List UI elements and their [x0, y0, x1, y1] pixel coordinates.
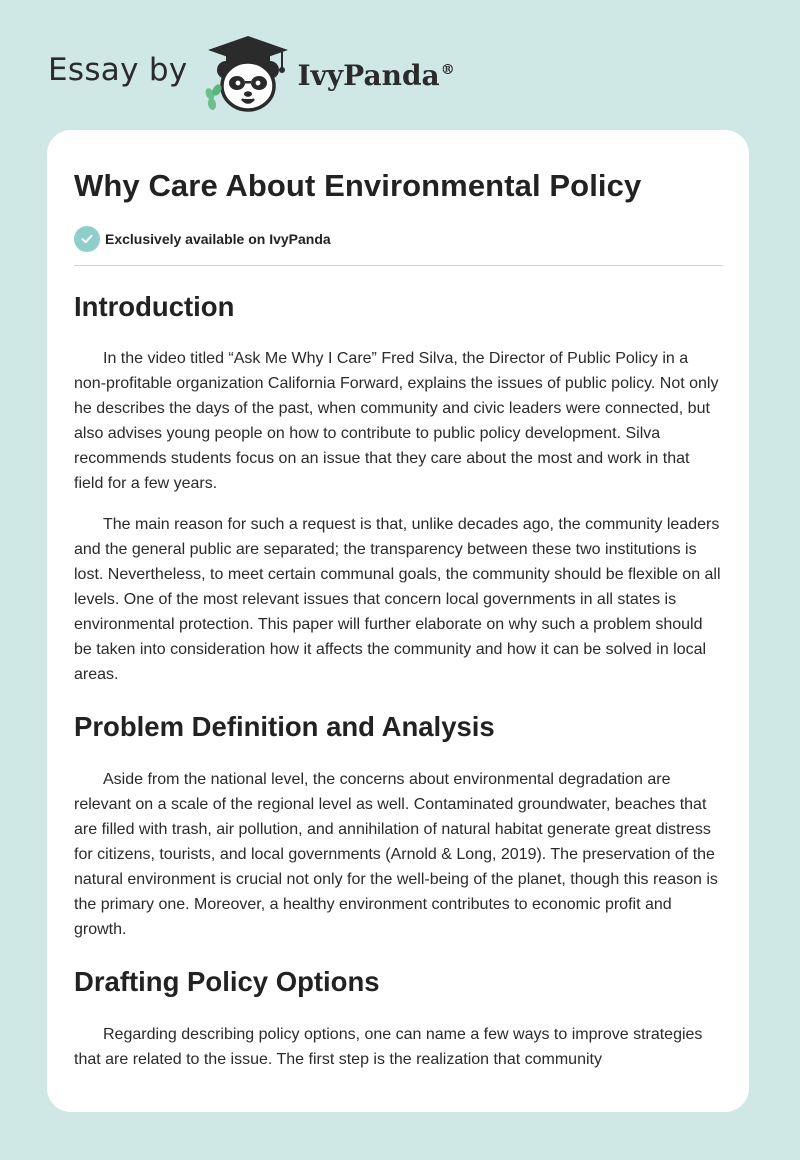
brand-name: IvyPanda® [297, 58, 455, 92]
brand-header[interactable] [48, 34, 455, 114]
exclusive-badge-text: Exclusively available on IvyPanda [105, 230, 331, 247]
panda-logo-icon [202, 34, 294, 114]
paragraph: Regarding describing policy options, one can name a few ways to improve strategies that are related to the issue. The first step is the realization that community [74, 1025, 703, 1068]
paragraph: The main reason for such a request is that, unlike decades ago, the community leaders and the general public are separated; the transparency between these two institutions is lost. Nevertheless, to meet certain communal goals, the community should be flexible on all levels. One of the most relevant issues that concern local governments in all states is environmental protection. This paper will further elaborate on why such a problem should be taken into consideration how it affects the community and how it can be solved in local areas. [74, 516, 721, 684]
section-heading-introduction: Introduction [74, 290, 235, 322]
section-heading-drafting-policy: Drafting Policy Options [74, 965, 380, 997]
article-title: Why Care About Environmental Policy [74, 168, 642, 203]
paragraph: In the video titled “Ask Me Why I Care” Fred Silva, the Director of Public Policy in a non-profitable organization California Forward, explains the issues of public policy. Not only he describes the days of the past, when community and civic leaders were connected, but also advises young people on how to contribute to public policy development. Silva recommends students focus on an issue that they care about the most and work in that field for a few years. [74, 350, 719, 493]
article-card [47, 130, 749, 1112]
brand-prefix: Essay by [48, 52, 188, 88]
paragraph: Aside from the national level, the concerns about environmental degradation are relevant on a scale of the regional level as well. Contaminated groundwater, beaches that are filled with trash, air pollution, and annihilation of natural habitat generate great distress for citizens, tourists, and local governments (Arnold & Long, 2019). The preservation of the natural environment is crucial not only for the well-being of the planet, though this reason is the primary one. Moreover, a healthy environment contributes to economic profit and growth. [74, 770, 718, 938]
check-icon [74, 226, 100, 252]
title-divider [74, 265, 723, 266]
section-heading-problem-definition: Problem Definition and Analysis [74, 711, 495, 743]
exclusive-badge [74, 226, 723, 252]
